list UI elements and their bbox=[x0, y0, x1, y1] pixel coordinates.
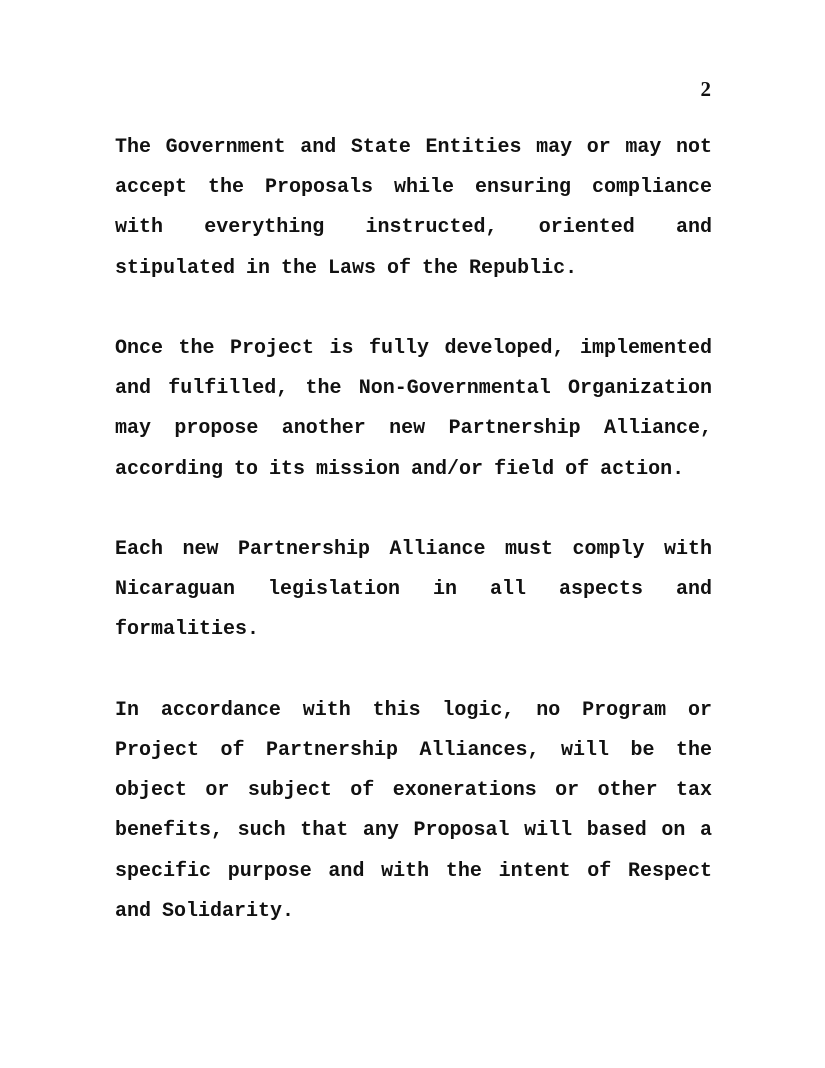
paragraph-government-proposals: The Government and State Entities may or may not accept the Proposals while ensuring compliance with everything instructed, oriented and stipulated in the Laws of the Republic. bbox=[115, 136, 712, 280]
document-body bbox=[115, 128, 712, 972]
paragraph-legislation-compliance: Each new Partnership Alliance must comply with Nicaraguan legislation in all aspects and formalities. bbox=[115, 538, 712, 642]
page-number: 2 bbox=[700, 77, 711, 101]
paragraph-tax-benefits: In accordance with this logic, no Program or Project of Partnership Alliances, will be the object or subject of exonerations or other tax benefits, such that any Proposal will based on a specific purpose and with the intent of Respect and Solidarity. bbox=[115, 698, 712, 923]
paragraph-project-completion: Once the Project is fully developed, implemented and fulfilled, the Non-Governmental Organization may propose another new Partnership Alliance, according to its mission and/or field of action. bbox=[115, 337, 712, 481]
